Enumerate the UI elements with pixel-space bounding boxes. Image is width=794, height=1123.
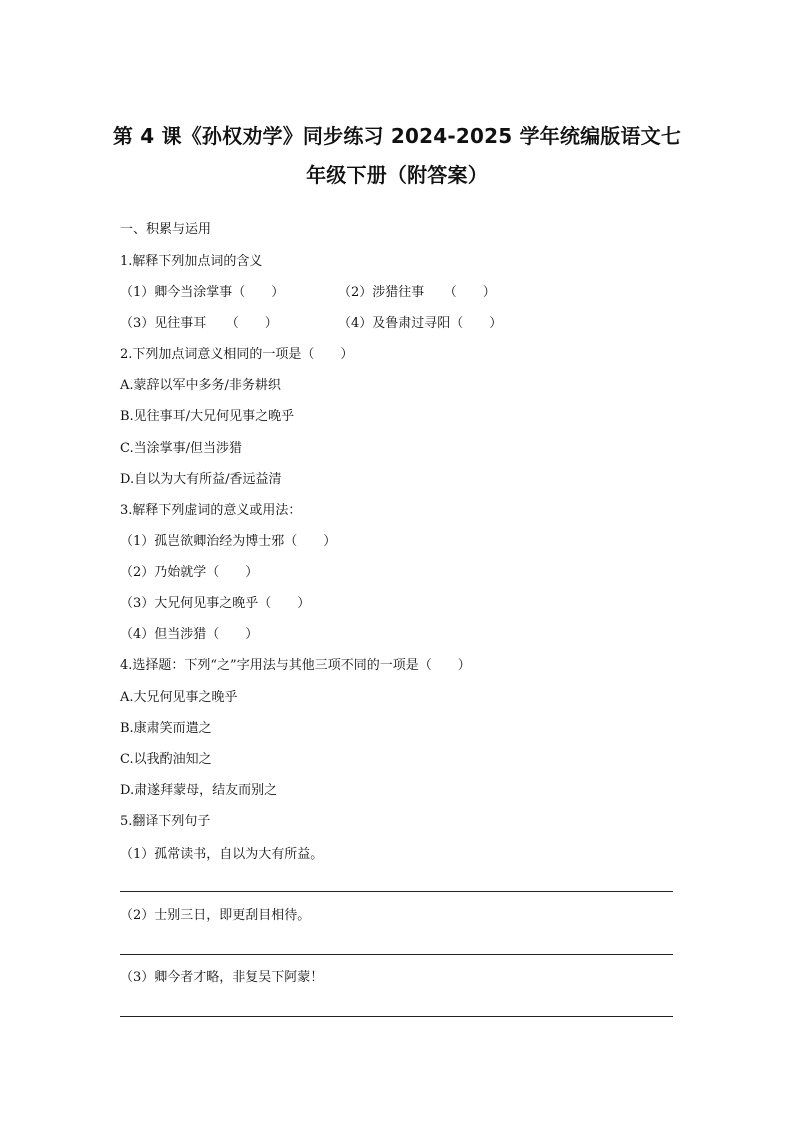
- q4-option-b: B.康肃笑而遣之: [120, 721, 212, 736]
- q3-item-4: （4）但当涉猎（ ）: [120, 627, 259, 642]
- q3-item-1: （1）孤岂欲卿治经为博士邪（ ）: [120, 534, 337, 549]
- q1-item-1: （1）卿今当涂掌事（ ）: [120, 285, 285, 300]
- q1-stem: 1.解释下列加点词的含义: [120, 254, 263, 269]
- q2-stem: 2.下列加点词意义相同的一项是（ ）: [120, 347, 354, 362]
- answer-line-1[interactable]: [120, 891, 673, 892]
- q2-option-b: B.见往事耳/大兄何见事之晚乎: [120, 409, 295, 424]
- q2-option-c: C.当涂掌事/但当涉猎: [120, 441, 242, 456]
- q1-item-2: （2）涉猎往事 （ ）: [338, 285, 496, 300]
- q4-option-d: D.肃遂拜蒙母，结友而别之: [120, 783, 278, 798]
- q3-item-2: （2）乃始就学（ ）: [120, 565, 259, 580]
- q4-option-c: C.以我酌油知之: [120, 752, 212, 767]
- title-line-1: 第 4 课《孙权劝学》同步练习 2024-2025 学年统编版语文七: [112, 124, 682, 148]
- q2-option-d: D.自以为大有所益/香远益清: [120, 472, 282, 487]
- q5-item-1: （1）孤常读书，自以为大有所益。: [120, 847, 324, 862]
- q3-stem: 3.解释下列虚词的意义或用法：: [120, 503, 302, 518]
- answer-line-3[interactable]: [120, 1016, 673, 1017]
- q1-item-4: （4）及鲁肃过寻阳（ ）: [338, 316, 503, 331]
- q5-stem: 5.翻译下列句子: [120, 814, 211, 829]
- title-line-2: 年级下册（附答案）: [306, 163, 488, 187]
- q5-item-2: （2）士别三日，即更刮目相待。: [120, 908, 311, 923]
- q4-stem: 4.选择题：下列“之”字用法与其他三项不同的一项是（ ）: [120, 658, 471, 673]
- q1-item-3: （3）见往事耳 （ ）: [120, 316, 278, 331]
- q2-option-a: A.蒙辞以军中多务/非务耕织: [120, 378, 281, 393]
- q3-item-3: （3）大兄何见事之晚乎（ ）: [120, 596, 311, 611]
- answer-line-2[interactable]: [120, 954, 673, 955]
- q4-option-a: A.大兄何见事之晚乎: [120, 690, 238, 705]
- section-heading: 一、积累与运用: [120, 222, 212, 237]
- q5-item-3: （3）卿今者才略，非复吴下阿蒙！: [120, 970, 324, 985]
